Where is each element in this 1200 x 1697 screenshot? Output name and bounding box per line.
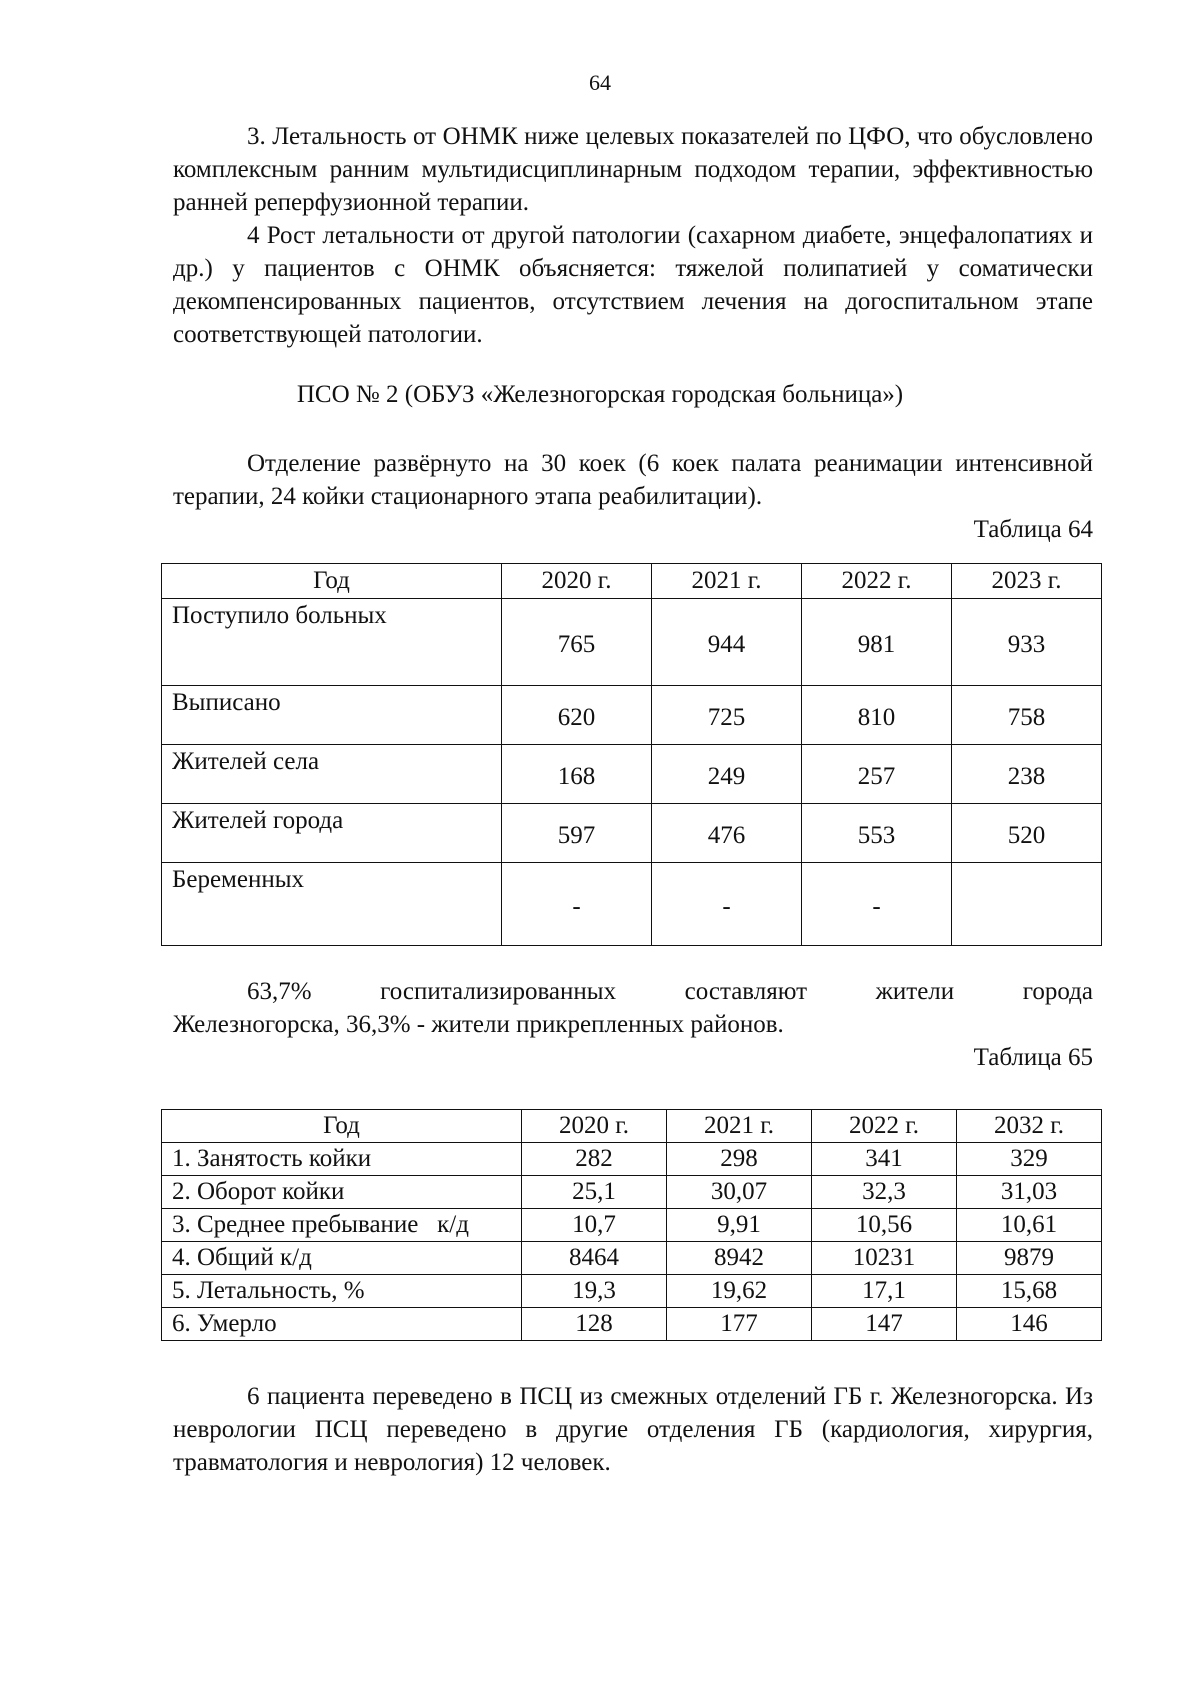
table65-header-year: Год <box>162 1110 522 1143</box>
table64-cell: 257 <box>802 745 952 804</box>
table65-cell: 31,03 <box>957 1176 1102 1209</box>
table65-cell: 25,1 <box>522 1176 667 1209</box>
table65-header-2022: 2022 г. <box>812 1110 957 1143</box>
table65-header-2020: 2020 г. <box>522 1110 667 1143</box>
table-row <box>162 1143 1102 1176</box>
table65-row-label: 2. Оборот койки <box>162 1176 522 1209</box>
table65-cell: 177 <box>667 1308 812 1341</box>
table65-row-label: 6. Умерло <box>162 1308 522 1341</box>
paragraph-department-beds-text: Отделение развёрнуто на 30 коек (6 коек палата реанимации интенсивной терапии, 24 койки стационарного этапа реабилитации). <box>173 450 1093 510</box>
table64-cell: 168 <box>502 745 652 804</box>
table64-header-year: Год <box>162 564 502 599</box>
table65-cell: 32,3 <box>812 1176 957 1209</box>
table65-cell: 19,3 <box>522 1275 667 1308</box>
table-row <box>162 745 1102 804</box>
table-row <box>162 1308 1102 1341</box>
table65-cell: 10,56 <box>812 1209 957 1242</box>
table65-cell: 9879 <box>957 1242 1102 1275</box>
table65-cell: 10231 <box>812 1242 957 1275</box>
table64-cell <box>952 863 1102 946</box>
table65-cell: 147 <box>812 1308 957 1341</box>
table64-cell: 765 <box>502 599 652 686</box>
table65-row-label: 5. Летальность, % <box>162 1275 522 1308</box>
paragraph-city-share-line1 <box>173 975 1093 1008</box>
table64-header-2021: 2021 г. <box>652 564 802 599</box>
paragraph-city-share-line2: Железногорска, 36,3% - жители прикрепленных районов. <box>173 1011 784 1038</box>
paragraph-city-share-line1-text: 63,7% госпитализированных составляют жители города <box>247 978 1093 1005</box>
table64-row-label: Жителей города <box>162 804 502 863</box>
table-65 <box>161 1109 1102 1341</box>
table65-cell: 10,7 <box>522 1209 667 1242</box>
table65-cell: 30,07 <box>667 1176 812 1209</box>
table-row <box>162 863 1102 946</box>
table64-cell: 597 <box>502 804 652 863</box>
table64-header-2022: 2022 г. <box>802 564 952 599</box>
table64-cell: 620 <box>502 686 652 745</box>
table-row <box>162 804 1102 863</box>
paragraph-mortality-growth <box>173 219 1093 351</box>
table64-header-2020: 2020 г. <box>502 564 652 599</box>
table65-cell: 15,68 <box>957 1275 1102 1308</box>
table65-cell: 128 <box>522 1308 667 1341</box>
table64-cell: 476 <box>652 804 802 863</box>
table-row <box>162 1209 1102 1242</box>
table64-header-2023: 2023 г. <box>952 564 1102 599</box>
paragraph-department-beds <box>173 447 1093 513</box>
table65-cell: 298 <box>667 1143 812 1176</box>
table65-cell: 282 <box>522 1143 667 1176</box>
table65-cell: 17,1 <box>812 1275 957 1308</box>
table65-cell: 10,61 <box>957 1209 1102 1242</box>
table64-cell: - <box>502 863 652 946</box>
table64-row-label: Беременных <box>162 863 502 946</box>
table-row <box>162 1275 1102 1308</box>
table64-cell: 981 <box>802 599 952 686</box>
table65-header-row <box>162 1110 1102 1143</box>
table64-cell: 249 <box>652 745 802 804</box>
paragraph-mortality-growth-text: 4 Рост летальности от другой патологии (сахарном диабете, энцефалопатиях и др.) у пациентов с ОНМК объясняется: тяжелой полипатией у соматически декомпенсированных пациентов, отсутствием лечения на догоспитальном этапе соответствующей патологии. <box>173 222 1093 348</box>
table64-cell: 944 <box>652 599 802 686</box>
table65-cell: 8464 <box>522 1242 667 1275</box>
table65-row-label: 3. Среднее пребывание к/д <box>162 1209 522 1242</box>
table65-cell: 8942 <box>667 1242 812 1275</box>
table64-cell: 520 <box>952 804 1102 863</box>
table65-header-2021: 2021 г. <box>667 1110 812 1143</box>
table64-cell: 758 <box>952 686 1102 745</box>
table65-row-label: 1. Занятость койки <box>162 1143 522 1176</box>
paragraph-mortality-cfo <box>173 120 1093 219</box>
paragraph-mortality-cfo-text: 3. Летальность от ОНМК ниже целевых показателей по ЦФО, что обусловлено комплексным ранним мультидисциплинарным подходом терапии, эффективностью ранней реперфузионной терапии. <box>173 123 1093 216</box>
table65-caption: Таблица 65 <box>973 1044 1093 1071</box>
table65-cell: 146 <box>957 1308 1102 1341</box>
table65-cell: 19,62 <box>667 1275 812 1308</box>
table64-cell: 933 <box>952 599 1102 686</box>
table-row <box>162 1242 1102 1275</box>
table64-cell: 238 <box>952 745 1102 804</box>
table64-header-row <box>162 564 1102 599</box>
table64-row-label: Поступило больных <box>162 599 502 686</box>
table65-cell: 329 <box>957 1143 1102 1176</box>
table-64 <box>161 563 1102 946</box>
section-heading: ПСО № 2 (ОБУЗ «Железногорская городская больница») <box>296 381 904 408</box>
table-row <box>162 599 1102 686</box>
table65-row-label: 4. Общий к/д <box>162 1242 522 1275</box>
page-number: 64 <box>589 70 611 95</box>
table65-cell: 341 <box>812 1143 957 1176</box>
table64-caption: Таблица 64 <box>973 516 1093 543</box>
table65-header-2032: 2032 г. <box>957 1110 1102 1143</box>
table64-row-label: Жителей села <box>162 745 502 804</box>
paragraph-transfers <box>173 1380 1093 1479</box>
table64-cell: - <box>802 863 952 946</box>
paragraph-transfers-text: 6 пациента переведено в ПСЦ из смежных отделений ГБ г. Железногорска. Из неврологии ПСЦ переведено в другие отделения ГБ (кардиология, хирургия, травматология и неврология) 12 человек. <box>173 1383 1093 1476</box>
table64-cell: 553 <box>802 804 952 863</box>
table64-cell: 725 <box>652 686 802 745</box>
table65-cell: 9,91 <box>667 1209 812 1242</box>
table-row <box>162 686 1102 745</box>
table64-row-label: Выписано <box>162 686 502 745</box>
table64-cell: 810 <box>802 686 952 745</box>
table64-cell: - <box>652 863 802 946</box>
table-row <box>162 1176 1102 1209</box>
